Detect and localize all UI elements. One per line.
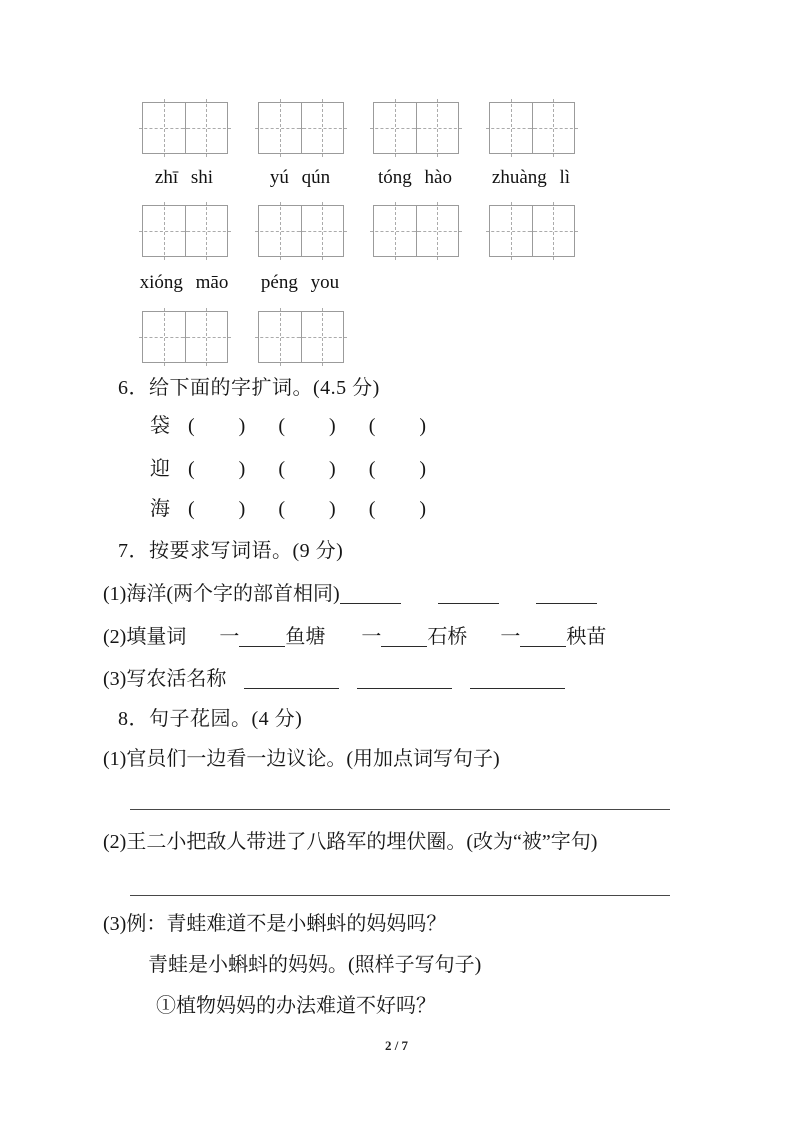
paren-close: ): [419, 498, 427, 520]
answer-blank: [438, 583, 499, 604]
expand-word-row: [150, 413, 426, 439]
question-8-item-2: (2)王二小把敌人带进了八路军的埋伏圈。(改为“被”字句): [103, 831, 598, 853]
answer-line: [130, 809, 670, 810]
paren-open: (: [278, 498, 286, 520]
answer-parens: [369, 415, 426, 437]
paren-open: (: [278, 415, 286, 437]
writing-grid: [373, 205, 459, 257]
paren-close: ): [419, 415, 427, 437]
grid-cell: [259, 206, 301, 256]
answer-blank: [340, 583, 401, 604]
item-label: (2)填量词: [103, 626, 187, 648]
writing-grid: [489, 205, 575, 257]
paren-open: (: [368, 415, 376, 437]
answer-blank: [357, 668, 452, 689]
grid-cell: [490, 103, 532, 153]
pinyin-label: zhuàng lì: [491, 167, 571, 188]
paren-close: ): [419, 458, 427, 480]
paren-close: ): [238, 458, 246, 480]
question-8-item-3-sub-1: ①植物妈妈的办法难道不好吗？: [156, 995, 436, 1017]
given-char: 海: [150, 498, 170, 520]
writing-grid: [258, 102, 344, 154]
measure-word: 一: [500, 626, 521, 648]
writing-grid: [142, 205, 228, 257]
question-6-title: 6．给下面的字扩词。(4.5 分): [118, 377, 380, 399]
paren-close: ): [329, 415, 336, 437]
given-char: 迎: [150, 458, 170, 480]
question-8-item-3-example-question: (3)例：青蛙难道不是小蝌蚪的妈妈吗？: [103, 913, 447, 935]
given-char: 袋: [150, 415, 170, 437]
grid-cell: [301, 103, 344, 153]
question-7-item-1: [103, 581, 597, 607]
answer-parens: [369, 458, 426, 480]
paren-close: ): [329, 498, 336, 520]
grid-cell: [143, 103, 185, 153]
paren-open: (: [368, 498, 376, 520]
answer-parens: [188, 498, 245, 520]
paren-open: (: [278, 458, 286, 480]
paren-close: ): [238, 498, 246, 520]
grid-cell: [416, 206, 459, 256]
pinyin-label: péng you: [260, 272, 340, 293]
expand-word-row: [150, 456, 426, 482]
noun-word: 石桥: [427, 626, 468, 648]
grid-cell: [374, 103, 416, 153]
noun-word: 鱼塘: [285, 626, 326, 648]
grid-cell: [143, 312, 185, 362]
grid-cell: [374, 206, 416, 256]
answer-blank: [381, 626, 427, 647]
pinyin-label: xióng māo: [139, 272, 229, 293]
pinyin-label: zhī shi: [154, 167, 214, 188]
grid-cell: [416, 103, 459, 153]
answer-blank: [239, 626, 285, 647]
pinyin-label: yú qún: [269, 167, 331, 188]
answer-parens: [278, 498, 335, 520]
paren-open: (: [368, 458, 376, 480]
page-number: 2 / 7: [384, 1038, 409, 1053]
question-8-title: 8．句子花园。(4 分): [118, 708, 303, 730]
writing-grid: [258, 205, 344, 257]
grid-cell: [532, 103, 575, 153]
expand-word-row: [150, 496, 426, 522]
question-7-item-3: [103, 666, 565, 692]
answer-parens: [278, 415, 335, 437]
grid-cell: [532, 206, 575, 256]
writing-grid: [258, 311, 344, 363]
answer-parens: [278, 458, 335, 480]
pinyin-label: tóng hào: [378, 167, 452, 188]
answer-blank: [536, 583, 597, 604]
grid-cell: [259, 312, 301, 362]
grid-cell: [143, 206, 185, 256]
item-label: (1)海洋(两个字的部首相同): [103, 583, 340, 605]
measure-word: 一: [361, 626, 382, 648]
paren-close: ): [238, 415, 246, 437]
question-8-item-1: (1)官员们一边看一边议论。(用加点词写句子): [103, 748, 500, 770]
grid-cell: [185, 312, 228, 362]
grid-cell: [185, 206, 228, 256]
grid-cell: [301, 206, 344, 256]
answer-parens: [369, 498, 426, 520]
noun-word: 秧苗: [566, 626, 607, 648]
writing-grid: [489, 102, 575, 154]
answer-line: [130, 895, 670, 896]
question-7-title: 7．按要求写词语。(9 分): [118, 540, 344, 562]
measure-word: 一: [219, 626, 240, 648]
answer-parens: [188, 458, 245, 480]
paren-close: ): [329, 458, 336, 480]
grid-cell: [185, 103, 228, 153]
writing-grid: [142, 102, 228, 154]
paren-open: (: [188, 498, 195, 520]
answer-blank: [520, 626, 566, 647]
writing-grid: [373, 102, 459, 154]
paren-open: (: [188, 415, 195, 437]
item-label: (3)写农活名称: [103, 668, 227, 690]
writing-grid: [142, 311, 228, 363]
paren-open: (: [188, 458, 195, 480]
question-7-item-2: [103, 624, 606, 650]
question-8-item-3-example-answer: 青蛙是小蝌蚪的妈妈。(照样子写句子): [148, 954, 482, 976]
grid-cell: [259, 103, 301, 153]
grid-cell: [490, 206, 532, 256]
answer-parens: [188, 415, 245, 437]
answer-blank: [470, 668, 565, 689]
grid-cell: [301, 312, 344, 362]
answer-blank: [244, 668, 339, 689]
